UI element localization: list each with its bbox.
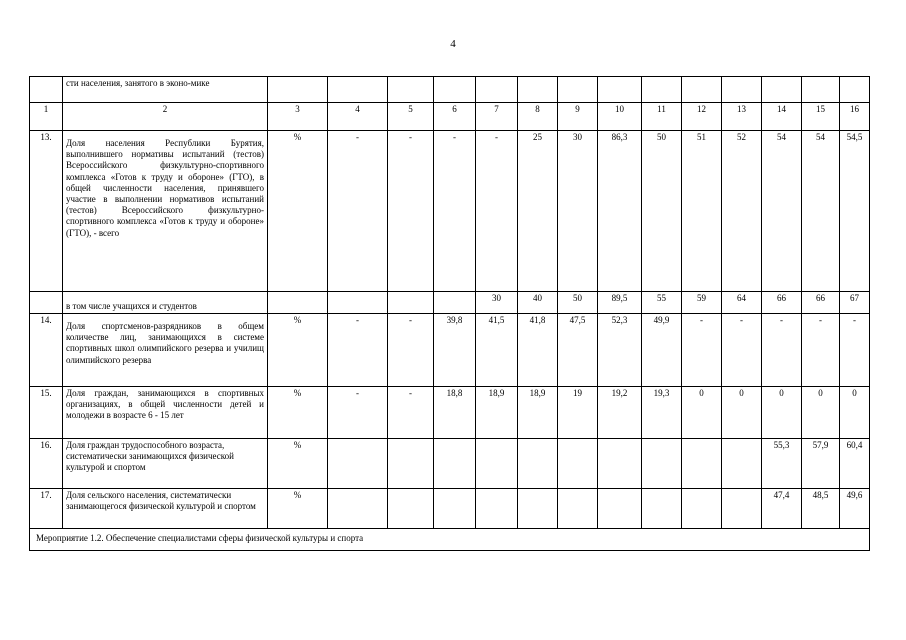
value-cell <box>434 439 476 489</box>
value-cell <box>722 489 762 529</box>
continuation-row <box>30 77 870 103</box>
row-unit: % <box>268 314 328 387</box>
value-cell: 30 <box>476 292 518 314</box>
row-unit: % <box>268 489 328 529</box>
table-row <box>30 489 870 529</box>
row-number: 16. <box>30 439 63 489</box>
value-cell: - <box>388 387 434 439</box>
column-number: 11 <box>642 103 682 131</box>
value-cell: 66 <box>802 292 840 314</box>
value-cell: 19 <box>558 387 598 439</box>
value-cell: 0 <box>722 387 762 439</box>
section-title: Мероприятие 1.2. Обеспечение специалистами сферы физической культуры и спорта <box>30 529 870 551</box>
value-cell: 39,8 <box>434 314 476 387</box>
value-cell: - <box>762 314 802 387</box>
value-cell: 0 <box>682 387 722 439</box>
column-number: 14 <box>762 103 802 131</box>
row-number: 13. <box>30 131 63 292</box>
column-number: 2 <box>63 103 268 131</box>
value-cell: 67 <box>840 292 870 314</box>
value-cell: - <box>328 314 388 387</box>
column-number: 6 <box>434 103 476 131</box>
indicators-table <box>29 76 870 551</box>
value-cell <box>682 489 722 529</box>
value-cell: - <box>476 131 518 292</box>
value-cell: 60,4 <box>840 439 870 489</box>
value-cell <box>328 489 388 529</box>
column-number: 4 <box>328 103 388 131</box>
value-cell: 0 <box>802 387 840 439</box>
value-cell <box>388 489 434 529</box>
value-cell: - <box>722 314 762 387</box>
column-number: 15 <box>802 103 840 131</box>
value-cell <box>328 292 388 314</box>
value-cell: - <box>682 314 722 387</box>
value-cell: - <box>802 314 840 387</box>
value-cell <box>388 439 434 489</box>
value-cell: 41,5 <box>476 314 518 387</box>
value-cell: - <box>434 131 476 292</box>
value-cell <box>434 292 476 314</box>
value-cell: 50 <box>642 131 682 292</box>
row-unit: % <box>268 387 328 439</box>
row-description: Доля населения Республики Бурятия, выполнившего нормативы испытаний (тестов) Всероссийского физкультурно-спортивного комплекса «Готов к труду и обороне» (ГТО), в общей численности населения, принявшего участие в выполнении нормативов испытаний (тестов) Всероссийского физкультурно-спортивного комплекса «Готов к труду и обороне» (ГТО), - всего <box>63 131 268 292</box>
value-cell <box>518 489 558 529</box>
table-row <box>30 439 870 489</box>
value-cell: 54 <box>762 131 802 292</box>
row-number: 15. <box>30 387 63 439</box>
value-cell: 57,9 <box>802 439 840 489</box>
row-description: Доля сельского населения, систематически занимающегося физической культурой и спортом <box>63 489 268 529</box>
value-cell: 66 <box>762 292 802 314</box>
row-unit: % <box>268 131 328 292</box>
row-description: Доля граждан, занимающихся в спортивных организациях, в общей численности детей и молодежи в возрасте 6 - 15 лет <box>63 387 268 439</box>
column-number: 10 <box>598 103 642 131</box>
value-cell <box>476 489 518 529</box>
value-cell: 64 <box>722 292 762 314</box>
value-cell <box>642 439 682 489</box>
value-cell: 52,3 <box>598 314 642 387</box>
value-cell: 86,3 <box>598 131 642 292</box>
column-number: 5 <box>388 103 434 131</box>
value-cell <box>722 439 762 489</box>
column-number: 3 <box>268 103 328 131</box>
value-cell: - <box>328 131 388 292</box>
table-row <box>30 314 870 387</box>
value-cell: 49,9 <box>642 314 682 387</box>
value-cell: 0 <box>762 387 802 439</box>
value-cell: 47,4 <box>762 489 802 529</box>
value-cell <box>598 489 642 529</box>
column-number: 16 <box>840 103 870 131</box>
column-number: 7 <box>476 103 518 131</box>
value-cell: 19,3 <box>642 387 682 439</box>
row-description: в том числе учащихся и студентов <box>63 292 268 314</box>
value-cell: 59 <box>682 292 722 314</box>
value-cell: 47,5 <box>558 314 598 387</box>
table-row <box>30 387 870 439</box>
value-cell: 54 <box>802 131 840 292</box>
column-number: 1 <box>30 103 63 131</box>
section-row <box>30 529 870 551</box>
value-cell: 30 <box>558 131 598 292</box>
value-cell <box>518 439 558 489</box>
page-number: 4 <box>450 38 456 50</box>
row-unit: % <box>268 439 328 489</box>
row-description: Доля спортсменов-разрядников в общем количестве лиц, занимающихся в системе спортивных школ олимпийского резерва и училищ олимпийского резерва <box>63 314 268 387</box>
value-cell <box>328 439 388 489</box>
value-cell: 55,3 <box>762 439 802 489</box>
value-cell: - <box>388 131 434 292</box>
value-cell: 18,9 <box>476 387 518 439</box>
table-row <box>30 292 870 314</box>
value-cell: 89,5 <box>598 292 642 314</box>
row-number: 14. <box>30 314 63 387</box>
row-number: 17. <box>30 489 63 529</box>
value-cell <box>476 439 518 489</box>
value-cell: - <box>840 314 870 387</box>
value-cell: - <box>328 387 388 439</box>
value-cell <box>434 489 476 529</box>
value-cell: 18,8 <box>434 387 476 439</box>
value-cell: 51 <box>682 131 722 292</box>
column-number: 9 <box>558 103 598 131</box>
column-number: 13 <box>722 103 762 131</box>
value-cell: 48,5 <box>802 489 840 529</box>
value-cell: 18,9 <box>518 387 558 439</box>
row-description: Доля граждан трудоспособного возраста, систематически занимающихся физической культурой и спортом <box>63 439 268 489</box>
value-cell <box>642 489 682 529</box>
value-cell: 50 <box>558 292 598 314</box>
value-cell: 0 <box>840 387 870 439</box>
column-number: 8 <box>518 103 558 131</box>
continuation-text: сти населения, занятого в эконо-мике <box>63 77 268 103</box>
value-cell: 19,2 <box>598 387 642 439</box>
value-cell: 55 <box>642 292 682 314</box>
value-cell: 52 <box>722 131 762 292</box>
table-cell <box>30 77 63 103</box>
value-cell <box>558 489 598 529</box>
value-cell: 40 <box>518 292 558 314</box>
value-cell <box>682 439 722 489</box>
value-cell: 49,6 <box>840 489 870 529</box>
value-cell: 54,5 <box>840 131 870 292</box>
column-number-row <box>30 103 870 131</box>
value-cell <box>388 292 434 314</box>
column-number: 12 <box>682 103 722 131</box>
value-cell <box>558 439 598 489</box>
table-row <box>30 131 870 292</box>
value-cell: 25 <box>518 131 558 292</box>
value-cell: - <box>388 314 434 387</box>
value-cell <box>598 439 642 489</box>
value-cell: 41,8 <box>518 314 558 387</box>
